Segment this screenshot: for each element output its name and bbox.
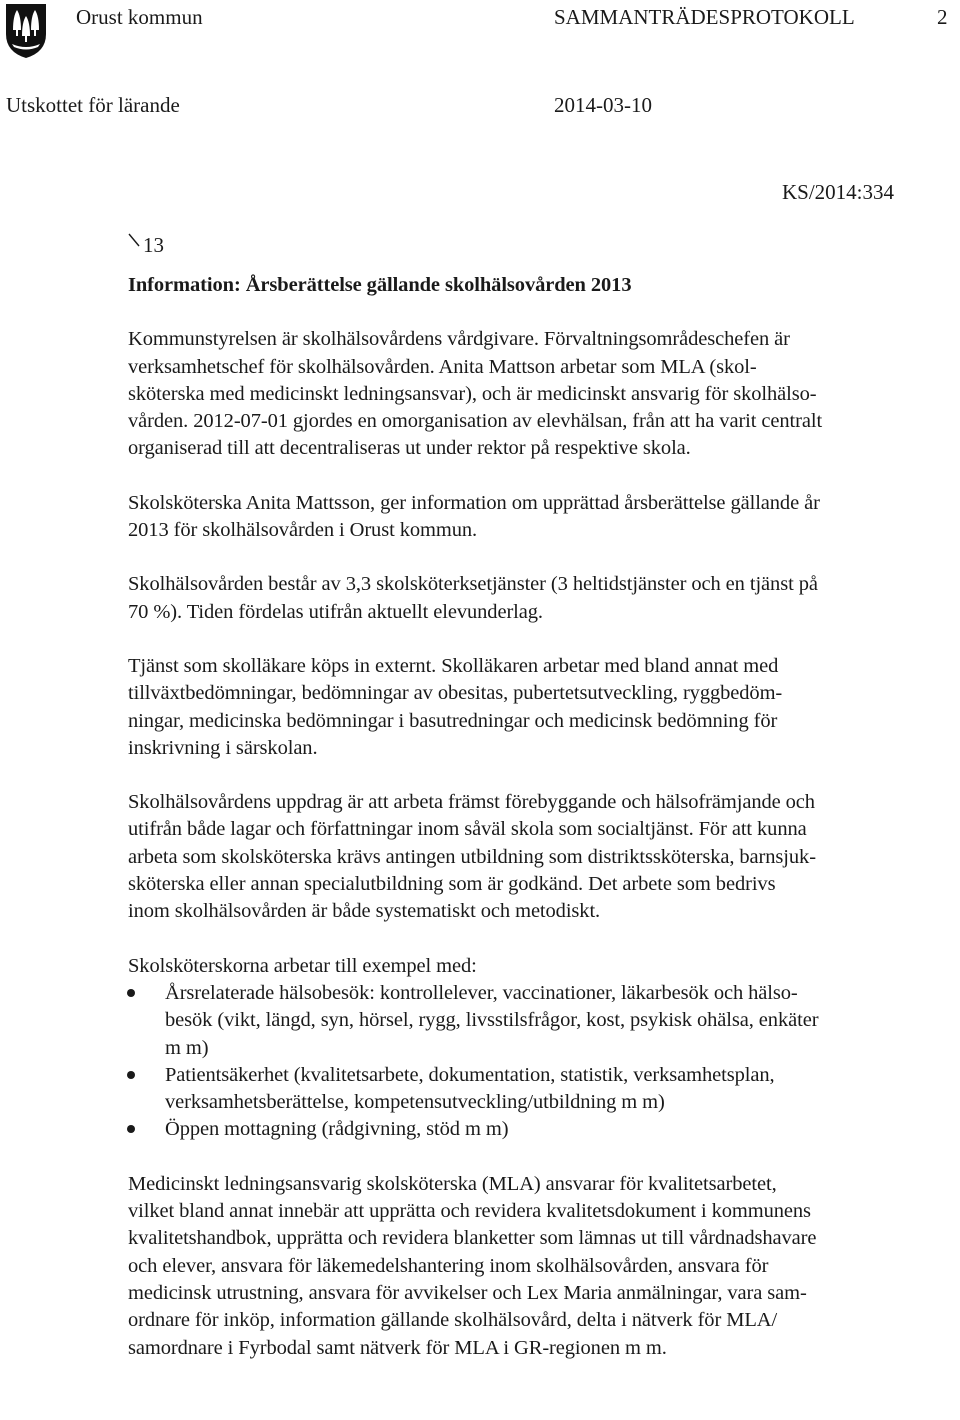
paragraph-mla-responsibilities: [128, 1171, 928, 1362]
paragraph-examples-intro: Skolsköterskorna arbetar till exempel med:: [128, 954, 477, 977]
text-line: Skolhälsovården består av 3,3 skolsköterksetjänster (3 heltidstjänster och en tjänst på: [128, 573, 818, 596]
text-line: ordnare för inköp, information gällande skolhälsovård, delta i nätverk för MLA/: [128, 1309, 778, 1332]
text-line: Medicinskt ledningsansvarig skolsköterska (MLA) ansvarar för kvalitetsarbetet,: [128, 1172, 777, 1195]
municipality-name: Orust kommun: [76, 5, 203, 29]
text-line: tillväxtbedömningar, bedömningar av obesitas, pubertetsutveckling, ryggbedöm-: [128, 682, 783, 705]
text-line: vilket bland annat innebär att upprätta och revidera kvalitetsdokument i kommunens: [128, 1200, 811, 1223]
case-number: KS/2014:334: [782, 180, 895, 204]
text-line: samordnare i Fyrbodal samt nätverk för MLA i GR-regionen m m.: [128, 1336, 667, 1359]
text-line: 70 %). Tiden fördelas utifrån aktuellt elevunderlag.: [128, 600, 543, 623]
list-item: [128, 980, 928, 1062]
item-number: 13: [143, 233, 164, 257]
list-item: [128, 1062, 928, 1117]
text-line: Skolsköterska Anita Mattsson, ger information om upprättad årsberättelse gällande år: [128, 491, 820, 514]
page-number: 2: [937, 5, 948, 29]
text-line: medicinsk utrustning, ansvara för avvikelser och Lex Maria anmälningar, vara sam-: [128, 1281, 807, 1304]
task-list: [128, 980, 928, 1144]
text-line: sköterska eller annan specialutbildning som är godkänd. Det arbete som bedrivs: [128, 873, 776, 896]
text-line: m m): [165, 1036, 209, 1059]
item-title: Information: Årsberättelse gällande skolhälsovården 2013: [128, 274, 632, 296]
paragraph-organisation: [128, 326, 928, 462]
text-line: Patientsäkerhet (kvalitetsarbete, dokumentation, statistik, verksamhetsplan,: [165, 1063, 775, 1086]
text-line: Årsrelaterade hälsobesök: kontrollelever, vaccinationer, läkarbesök och hälso-: [165, 981, 798, 1004]
list-item: [128, 1116, 928, 1143]
text-line: sköterska med medicinskt ledningsansvar), och är medicinskt ansvarig för skolhälso-: [128, 382, 817, 405]
text-line: vården. 2012-07-01 gjordes en omorganisation av elevhälsan, från att ha varit centralt: [128, 410, 823, 433]
paragraph-staffing: [128, 571, 928, 626]
paragraph-information: [128, 490, 928, 545]
text-line: Tjänst som skolläkare köps in externt. Skolläkaren arbetar med bland annat med: [128, 654, 779, 677]
text-line: ningar, medicinska bedömningar i basutredningar och medicinsk bedömning för: [128, 709, 778, 732]
protocol-title: SAMMANTRÄDESPROTOKOLL: [554, 5, 855, 29]
text-line: organiserad till att decentraliseras ut under rektor på respektive skola.: [128, 437, 691, 460]
committee-name: Utskottet för lärande: [6, 93, 180, 117]
paragraph-mission: [128, 789, 928, 925]
text-line: 2013 för skolhälsovården i Orust kommun.: [128, 519, 478, 542]
text-line: Kommunstyrelsen är skolhälsovårdens vårdgivare. Förvaltningsområdeschefen är: [128, 328, 790, 351]
text-line: Skolhälsovårdens uppdrag är att arbeta främst förebyggande och hälsofrämjande och: [128, 791, 815, 814]
paragraph-school-doctor: [128, 653, 928, 762]
document-body: [128, 272, 928, 1362]
text-line: besök (vikt, längd, syn, hörsel, rygg, livsstilsfrågor, kost, psykisk ohälsa, enkäter: [165, 1009, 819, 1032]
section-mark-icon: [127, 232, 141, 250]
municipality-crest-icon: [4, 2, 48, 60]
text-line: verksamhetsberättelse, kompetensutveckling/utbildning m m): [165, 1091, 665, 1114]
text-line: verksamhetschef för skolhälsovården. Anita Mattson arbetar som MLA (skol-: [128, 355, 757, 378]
text-line: utifrån både lagar och författningar inom såväl skola som socialtjänst. För att kunna: [128, 818, 807, 841]
text-line: inom skolhälsovården är både systematiskt och metodiskt.: [128, 900, 601, 923]
meeting-date: 2014-03-10: [554, 93, 652, 117]
text-line: och elever, ansvara för läkemedelshantering inom skolhälsovården, ansvara för: [128, 1254, 769, 1277]
text-line: inskrivning i särskolan.: [128, 736, 318, 759]
text-line: kvalitetshandbok, upprätta och revidera blanketter som lämnas ut till vårdnadshavare: [128, 1227, 817, 1250]
text-line: Öppen mottagning (rådgivning, stöd m m): [165, 1118, 509, 1141]
text-line: arbeta som skolsköterska krävs antingen utbildning som distriktssköterska, barnsjuk-: [128, 845, 816, 868]
